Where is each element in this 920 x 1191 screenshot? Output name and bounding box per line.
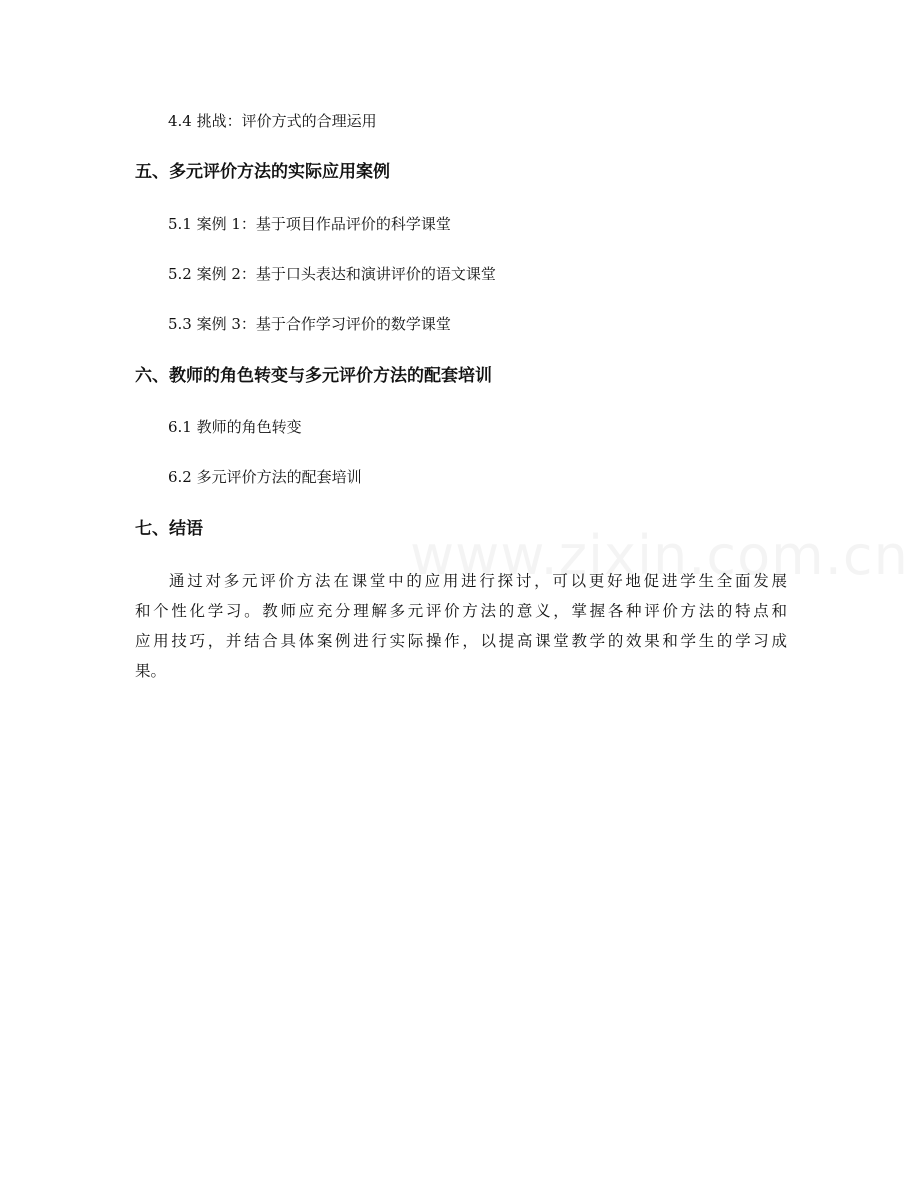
- paragraph-line: 果。: [135, 662, 167, 680]
- toc-item-6-2: 6.2 多元评价方法的配套培训: [168, 468, 362, 486]
- toc-item-5-3: 5.3 案例 3：基于合作学习评价的数学课堂: [168, 315, 451, 333]
- toc-item-4-4: 4.4 挑战：评价方式的合理运用: [168, 112, 377, 130]
- paragraph-line: 通过对多元评价方法在课堂中的应用进行探讨，可以更好地促进学生全面发展: [169, 572, 787, 590]
- toc-item-5-2: 5.2 案例 2：基于口头表达和演讲评价的语文课堂: [168, 265, 496, 283]
- section-heading-5: 五、多元评价方法的实际应用案例: [135, 162, 390, 182]
- section-heading-7: 七、结语: [135, 519, 203, 539]
- section-heading-6: 六、教师的角色转变与多元评价方法的配套培训: [135, 366, 492, 386]
- conclusion-paragraph: [135, 566, 787, 686]
- toc-item-6-1: 6.1 教师的角色转变: [168, 418, 302, 436]
- paragraph-line: 和个性化学习。教师应充分理解多元评价方法的意义，掌握各种评价方法的特点和: [135, 602, 787, 620]
- paragraph-line: 应用技巧，并结合具体案例进行实际操作，以提高课堂教学的效果和学生的学习成: [135, 632, 787, 650]
- toc-item-5-1: 5.1 案例 1：基于项目作品评价的科学课堂: [168, 215, 451, 233]
